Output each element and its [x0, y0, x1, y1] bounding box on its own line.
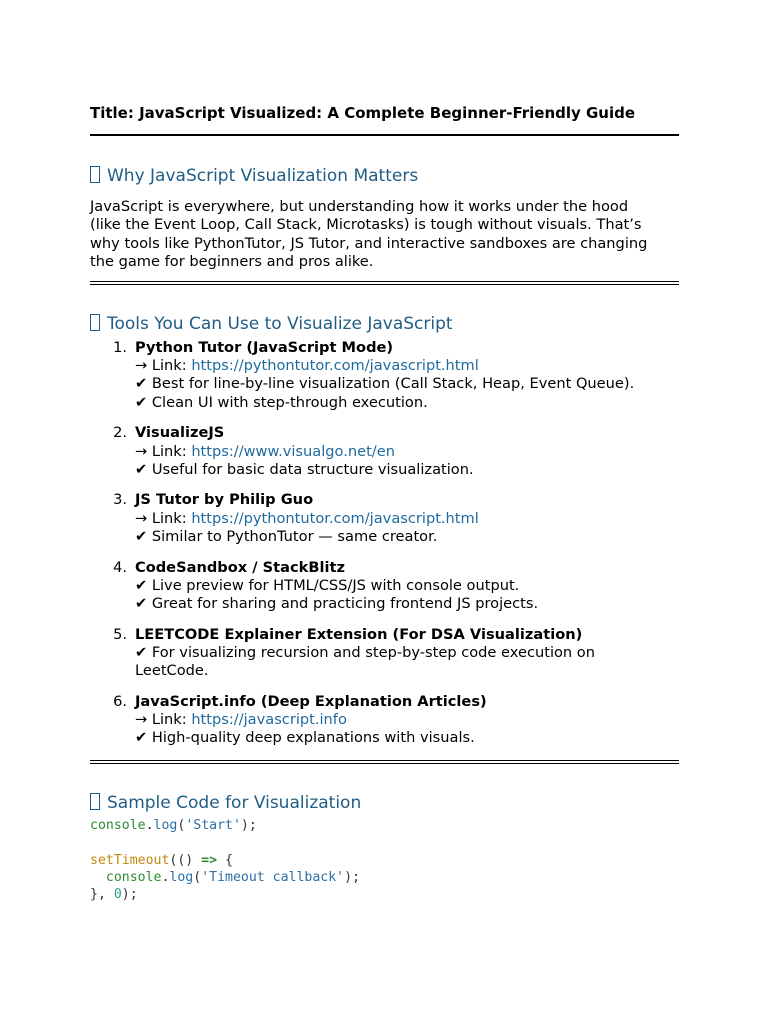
- why-line-2: (like the Event Loop, Call Stack, Microtasks) is tough without visuals. That’s: [90, 216, 642, 234]
- tool-name: LEETCODE Explainer Extension (For DSA Visualization): [135, 625, 583, 643]
- why-line-1: JavaScript is everywhere, but understanding how it works under the hood: [90, 198, 629, 215]
- tool-note: ✔ Similar to PythonTutor — same creator.: [135, 527, 438, 545]
- code-block: console.log('Start'); setTimeout(() => { console.log('Timeout callback'); }, 0);: [90, 818, 361, 903]
- link-prefix: → Link:: [135, 710, 192, 728]
- list-number: 2.: [113, 424, 127, 442]
- code-token: setTimeout: [90, 852, 170, 868]
- list-item: [90, 491, 680, 546]
- tool-link[interactable]: https://www.visualgo.net/en: [191, 442, 395, 460]
- tool-note: ✔ Best for line-by-line visualization (Call Stack, Heap, Event Queue).: [135, 375, 635, 393]
- list-number: 6.: [113, 692, 127, 710]
- tool-note: ✔ High-quality deep explanations with visuals.: [135, 729, 475, 747]
- list-item: [90, 626, 680, 681]
- code-token: log: [169, 869, 194, 885]
- section-heading-tools: [90, 314, 453, 334]
- list-item: [90, 559, 680, 614]
- list-item: [90, 424, 680, 479]
- link-prefix: → Link:: [135, 357, 192, 375]
- list-number: 3.: [113, 491, 127, 509]
- title-divider: [90, 134, 679, 136]
- tool-link[interactable]: https://pythontutor.com/javascript.html: [191, 509, 479, 527]
- tool-note: ✔ Live preview for HTML/CSS/JS with console output.: [135, 576, 520, 594]
- section-heading-tools-text: Tools You Can Use to Visualize JavaScript: [107, 314, 453, 334]
- document-title: Title: JavaScript Visualized: A Complete Beginner-Friendly Guide: [90, 104, 636, 122]
- list-number: 4.: [113, 558, 127, 576]
- missing-glyph-icon: [90, 793, 100, 810]
- tool-name: CodeSandbox / StackBlitz: [135, 558, 345, 576]
- missing-glyph-icon: [90, 314, 100, 331]
- tool-note: LeetCode.: [135, 662, 209, 680]
- tool-name: JS Tutor by Philip Guo: [135, 491, 314, 509]
- tool-note: ✔ Great for sharing and practicing frontend JS projects.: [135, 594, 539, 612]
- code-token: console: [105, 869, 162, 885]
- link-prefix: → Link:: [135, 509, 192, 527]
- section-divider-2: [90, 760, 679, 764]
- code-token: console: [90, 818, 146, 833]
- tool-name: VisualizeJS: [135, 424, 225, 442]
- code-token: 'Timeout callback': [201, 869, 345, 885]
- link-prefix: → Link:: [135, 442, 192, 460]
- tool-note: ✔ Clean UI with step-through execution.: [135, 393, 428, 411]
- code-token: 0: [113, 887, 122, 903]
- why-line-3: why tools like PythonTutor, JS Tutor, and interactive sandboxes are changing: [90, 234, 648, 252]
- code-token: 'Start': [185, 818, 241, 833]
- missing-glyph-icon: [90, 166, 100, 183]
- tool-name: Python Tutor (JavaScript Mode): [135, 339, 394, 356]
- tool-link[interactable]: https://javascript.info: [191, 710, 347, 728]
- list-item: [90, 339, 680, 412]
- why-line-4: the game for beginners and pros alike.: [90, 252, 374, 270]
- why-paragraph: [90, 198, 690, 271]
- section-heading-sample-text: Sample Code for Visualization: [107, 793, 362, 813]
- code-token: log: [153, 818, 178, 833]
- tool-note: ✔ Useful for basic data structure visualization.: [135, 460, 474, 478]
- section-heading-sample: [90, 793, 361, 813]
- tool-name: JavaScript.info (Deep Explanation Articles): [135, 692, 487, 710]
- tools-list: [90, 339, 680, 760]
- section-divider-1: [90, 281, 679, 285]
- section-heading-why: [90, 166, 418, 186]
- list-number: 5.: [113, 625, 127, 643]
- tool-link[interactable]: https://pythontutor.com/javascript.html: [191, 357, 479, 375]
- list-item: [90, 693, 680, 748]
- tool-note: ✔ For visualizing recursion and step-by-step code execution on: [135, 643, 595, 661]
- list-number: 1.: [113, 339, 127, 356]
- section-heading-why-text: Why JavaScript Visualization Matters: [107, 166, 419, 186]
